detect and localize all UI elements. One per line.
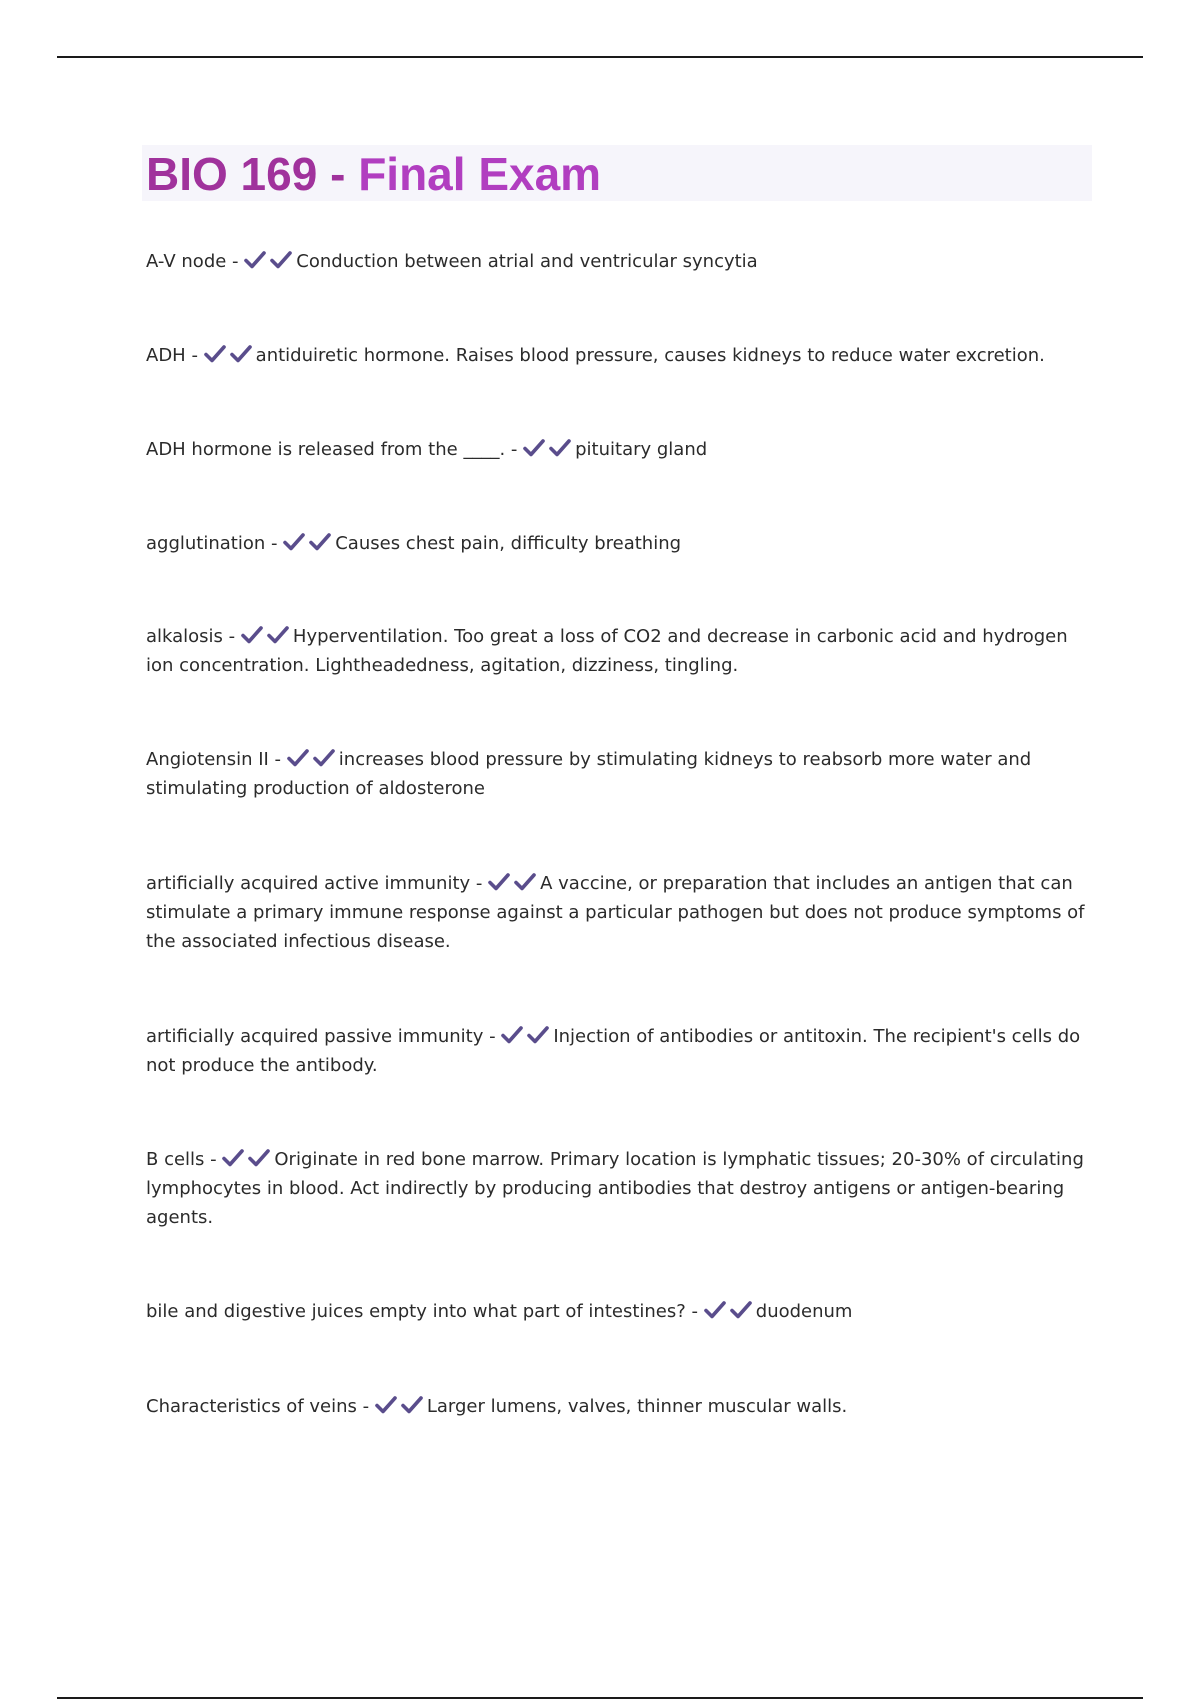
- entry-separator: -: [356, 1396, 375, 1417]
- check-icon: [204, 345, 226, 363]
- entry-agglutination: [146, 529, 1086, 558]
- entry-separator: -: [685, 1301, 704, 1322]
- check-icon: [523, 439, 545, 457]
- entry-separator: -: [505, 439, 524, 460]
- check-icon: [730, 1301, 752, 1319]
- top-rule: [57, 56, 1143, 58]
- check-icon: [283, 533, 305, 551]
- entry-definition: duodenum: [755, 1301, 853, 1322]
- entry-separator: -: [268, 749, 287, 770]
- entry-definition: Originate in red bone marrow. Primary location is lymphatic tissues; 20-30% of circulating lymphocytes in blood. Act indirectly by producing antibodies that destroy antigens or antigen-bearing agents.: [146, 1149, 1084, 1228]
- check-icon: [244, 251, 266, 269]
- check-icon: [501, 1026, 523, 1044]
- entry-term: agglutination: [146, 533, 266, 554]
- entry-separator: -: [204, 1149, 223, 1170]
- entry-separator: -: [222, 626, 241, 647]
- entry-definition: increases blood pressure by stimulating kidneys to reabsorb more water and stimulating production of aldosterone: [146, 749, 1032, 799]
- entry-separator: -: [470, 873, 489, 894]
- entry-term: alkalosis: [146, 626, 223, 647]
- check-icon: [248, 1149, 270, 1167]
- entry-active-immunity: [146, 869, 1086, 956]
- entry-adh: [146, 341, 1086, 370]
- entry-term: artificially acquired active immunity: [146, 873, 471, 894]
- check-icon: [270, 251, 292, 269]
- check-icon: [527, 1026, 549, 1044]
- entry-definition: Hyperventilation. Too great a loss of CO2 and decrease in carbonic acid and hydrogen ion concentration. Lightheadedness, agitation, dizziness, tingling.: [146, 626, 1068, 676]
- entry-bile-intestines: [146, 1297, 1086, 1326]
- entry-separator: -: [483, 1026, 502, 1047]
- entry-term: Characteristics of veins: [146, 1396, 357, 1417]
- check-icon: [230, 345, 252, 363]
- entry-av-node: [146, 247, 1086, 276]
- title-exam-name: Final Exam: [358, 148, 602, 200]
- check-icon: [488, 873, 510, 891]
- entry-term: B cells: [146, 1149, 205, 1170]
- entry-alkalosis: [146, 622, 1086, 680]
- entry-term: A-V node: [146, 251, 227, 272]
- entry-angiotensin-ii: [146, 745, 1086, 803]
- check-icon: [241, 626, 263, 644]
- entry-adh-released: [146, 435, 1086, 464]
- check-icon: [375, 1396, 397, 1414]
- entry-b-cells: [146, 1145, 1086, 1232]
- bottom-rule: [57, 1697, 1143, 1699]
- check-icon: [222, 1149, 244, 1167]
- check-icon: [401, 1396, 423, 1414]
- entry-definition: Causes chest pain, difficulty breathing: [335, 533, 682, 554]
- check-icon: [309, 533, 331, 551]
- check-icon: [704, 1301, 726, 1319]
- check-icon: [287, 749, 309, 767]
- entry-separator: -: [185, 345, 204, 366]
- entry-term: ADH hormone is released from the ____.: [146, 439, 506, 460]
- entry-term: Angiotensin II: [146, 749, 269, 770]
- check-icon: [313, 749, 335, 767]
- entry-separator: -: [226, 251, 245, 272]
- title-course-code: BIO 169 -: [146, 148, 359, 200]
- entry-definition: Injection of antibodies or antitoxin. The recipient's cells do not produce the antibody.: [146, 1026, 1081, 1076]
- entry-term: artificially acquired passive immunity: [146, 1026, 484, 1047]
- entry-definition: antiduiretic hormone. Raises blood pressure, causes kidneys to reduce water excretion.: [255, 345, 1045, 366]
- check-icon: [267, 626, 289, 644]
- entry-definition: pituitary gland: [575, 439, 708, 460]
- entry-separator: -: [265, 533, 284, 554]
- entry-definition: Conduction between atrial and ventricular syncytia: [296, 251, 758, 272]
- entry-definition: Larger lumens, valves, thinner muscular walls.: [426, 1396, 848, 1417]
- entry-definition: A vaccine, or preparation that includes an antigen that can stimulate a primary immune response against a particular pathogen but does not produce symptoms of the associated infectious disease.: [146, 873, 1085, 952]
- entry-passive-immunity: [146, 1022, 1086, 1080]
- entry-characteristics-of-veins: [146, 1392, 1086, 1421]
- entry-term: ADH: [146, 345, 186, 366]
- page-title: [146, 146, 601, 202]
- entry-term: bile and digestive juices empty into what part of intestines?: [146, 1301, 686, 1322]
- check-icon: [549, 439, 571, 457]
- check-icon: [514, 873, 536, 891]
